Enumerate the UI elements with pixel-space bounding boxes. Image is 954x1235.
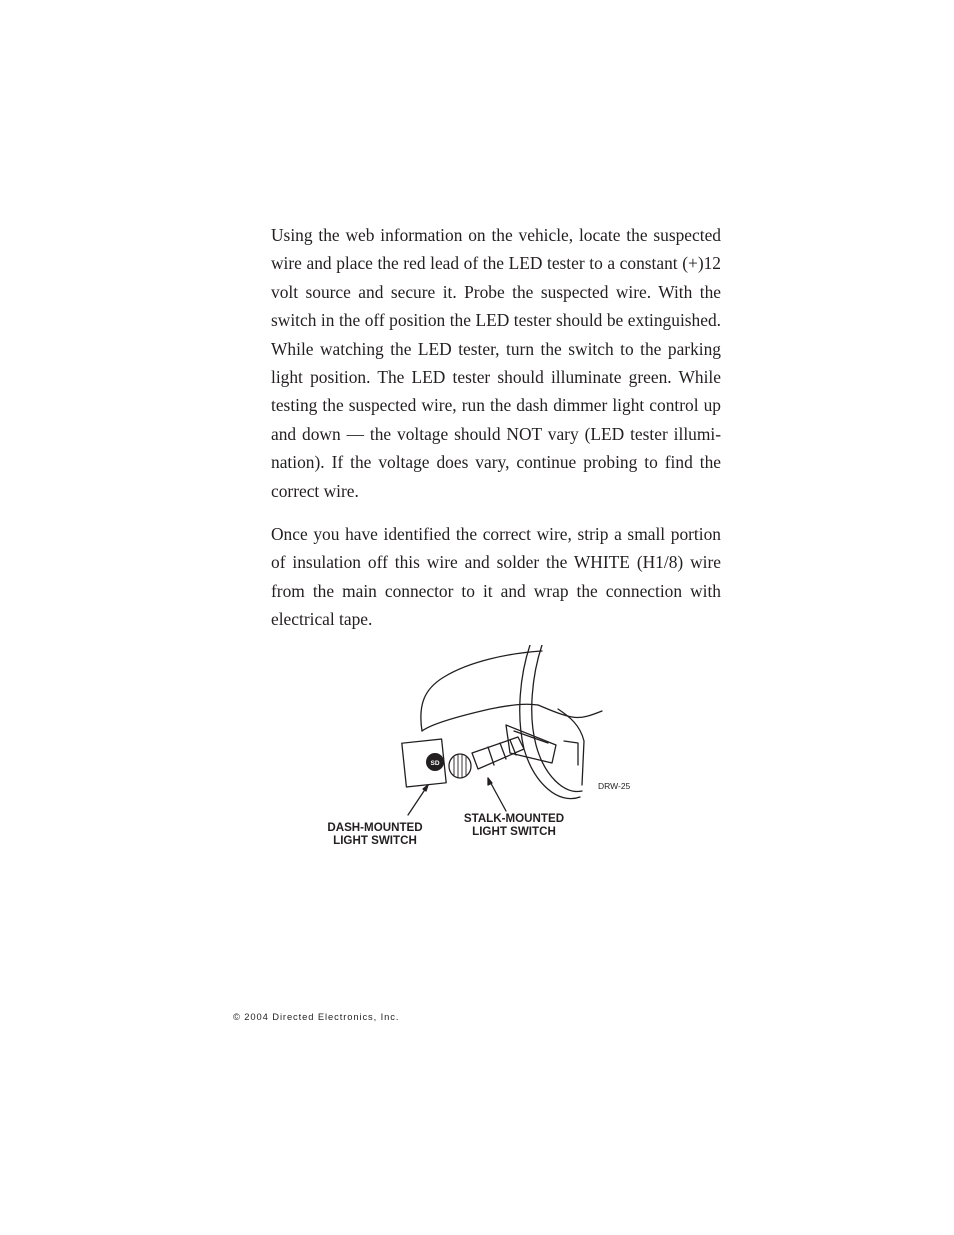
stalk-lever xyxy=(472,737,524,769)
dash-hood-outline xyxy=(421,651,542,731)
copyright-footer: © 2004 Directed Electronics, Inc. xyxy=(233,1011,400,1022)
stalk-mounted-light-switch-label: STALK-MOUNTED LIGHT SWITCH xyxy=(463,812,565,838)
dash-knob-label: SD xyxy=(430,760,440,767)
light-switch-illustration xyxy=(320,645,640,855)
dash-mounted-light-switch-label: DASH-MOUNTED LIGHT SWITCH xyxy=(327,821,423,847)
paragraph-solder-instructions: Once you have identified the correct wire, strip a small portion of insulation off this wire and solder the WHITE (H1/8) wire from the main connector to it and wrap the connection with electrical tape. xyxy=(271,524,721,630)
paragraph-led-tester-instructions: Using the web information on the vehicle, locate the suspected wire and place the red lead of the LED tester to a constant (+)12 volt source and secure it. Probe the suspected wire. With the switch in the off position the LED tester should be extinguished. While watching the LED tester, turn the switch to the parking light position. The LED tester should illuminate green. While testing the suspected wire, run the dash dimmer light control up and down — the voltage should NOT vary (LED tester illumi-nation). If the voltage does vary, continue probing to find the correct wire. xyxy=(271,225,721,501)
stalk-knob xyxy=(449,754,471,778)
drawing-id: DRW-25 xyxy=(598,781,631,791)
